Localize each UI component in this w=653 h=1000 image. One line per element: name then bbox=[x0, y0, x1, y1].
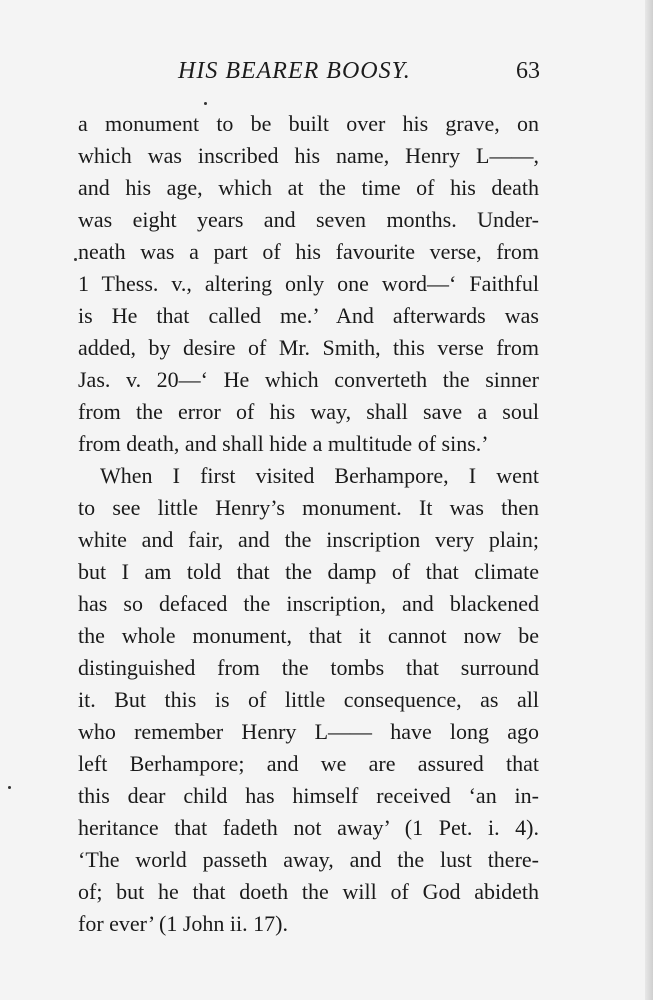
text-line: heritance that fadeth not away’ (1 Pet. i. 4). bbox=[78, 815, 539, 840]
text-line: which was inscribed his name, Henry L——, bbox=[78, 143, 539, 168]
text-line: who remember Henry L—— have long ago bbox=[78, 719, 539, 744]
running-header bbox=[78, 58, 540, 94]
text-line: neath was a part of his favourite verse, from bbox=[78, 239, 539, 264]
text-line: and his age, which at the time of his death bbox=[78, 175, 539, 200]
text-line: was eight years and seven months. Under- bbox=[78, 207, 539, 232]
running-title: HIS BEARER BOOSY. bbox=[178, 58, 411, 84]
text-line: added, by desire of Mr. Smith, this verse from bbox=[78, 335, 539, 360]
text-line: is He that called me.’ And afterwards was bbox=[78, 303, 539, 328]
text-line: the whole monument, that it cannot now be bbox=[78, 623, 539, 648]
text-line: for ever’ (1 John ii. 17). bbox=[78, 911, 288, 936]
text-line: left Berhampore; and we are assured that bbox=[78, 751, 539, 776]
text-line: of; but he that doeth the will of God abideth bbox=[78, 879, 539, 904]
text-line: When I first visited Berhampore, I went bbox=[100, 463, 539, 488]
text-line: to see little Henry’s monument. It was then bbox=[78, 495, 539, 520]
page-edge-shadow bbox=[645, 0, 653, 1000]
text-line: ‘The world passeth away, and the lust there- bbox=[78, 847, 539, 872]
text-line: has so defaced the inscription, and blackened bbox=[78, 591, 539, 616]
print-speck bbox=[74, 258, 77, 261]
text-line: Jas. v. 20—‘ He which converteth the sinner bbox=[78, 367, 539, 392]
body-text bbox=[78, 108, 539, 940]
text-line: but I am told that the damp of that climate bbox=[78, 559, 539, 584]
print-speck bbox=[8, 786, 11, 789]
text-line: this dear child has himself received ‘an in- bbox=[78, 783, 539, 808]
text-line: 1 Thess. v., altering only one word—‘ Faithful bbox=[78, 271, 539, 296]
text-line: from death, and shall hide a multitude of sins.’ bbox=[78, 431, 489, 456]
text-line: white and fair, and the inscription very plain; bbox=[78, 527, 539, 552]
text-line: a monument to be built over his grave, on bbox=[78, 111, 539, 136]
text-line: from the error of his way, shall save a soul bbox=[78, 399, 539, 424]
text-line: it. But this is of little consequence, as all bbox=[78, 687, 539, 712]
print-speck bbox=[204, 102, 207, 105]
page-number: 63 bbox=[516, 58, 540, 84]
text-line: distinguished from the tombs that surround bbox=[78, 655, 539, 680]
